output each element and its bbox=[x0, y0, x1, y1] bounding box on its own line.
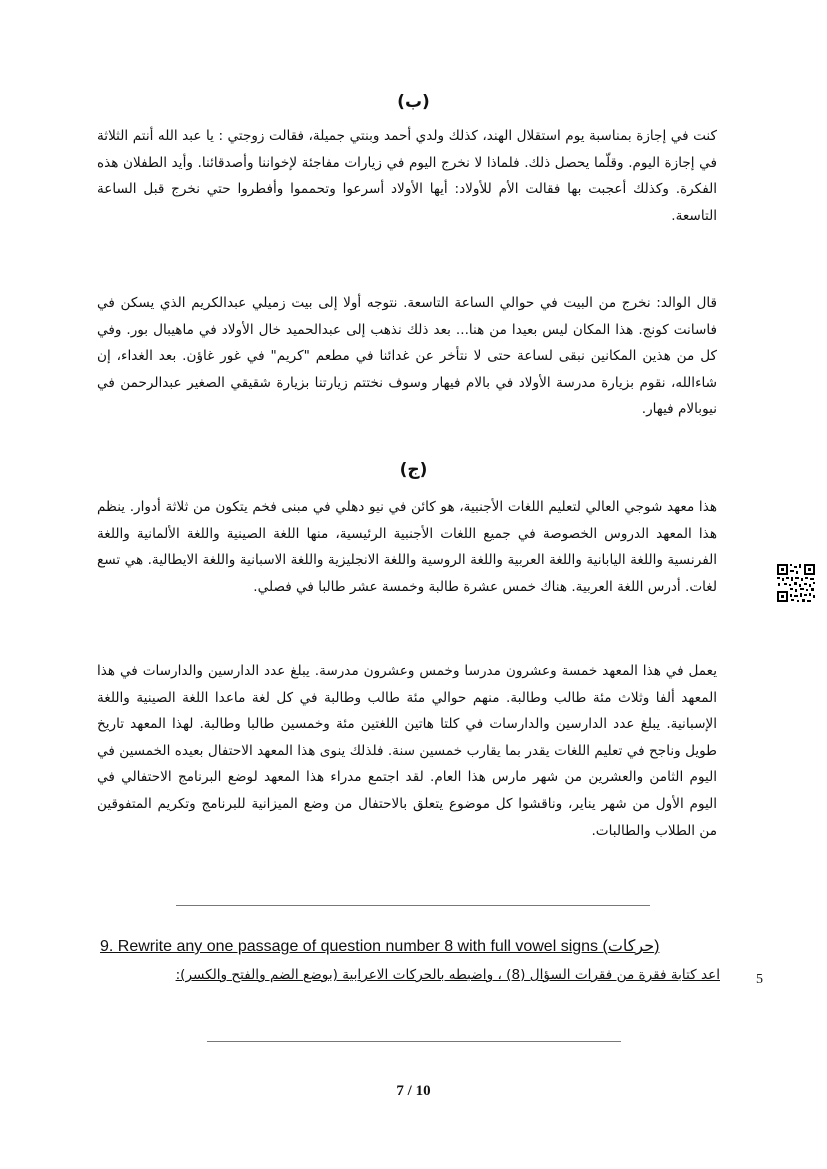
passage-c-paragraph-1: هذا معهد شوجي العالي لتعليم اللغات الأجنبية، هو كائن في نيو دهلي في مبنى فخم يتكون من ثلاثة أدوار. ينظم هذا المعهد الدروس الخصوصة في جميع اللغات الأجنبية الرئيسية، منها اللغة الصينية واللغة الألمانية واللغة الفرنسية واللغة اليابانية واللغة العربية واللغة الروسية واللغة الانجليزية واللغة الاسبانية واللغة الايطالية. هي تسع لغات. أدرس اللغة العربية. هناك خمس عشرة طالبة وخمسة عشر طالبا في فصلي. bbox=[97, 499, 717, 595]
question-marks: 5 bbox=[756, 972, 763, 987]
page-number: 7 / 10 bbox=[396, 1083, 431, 1099]
section-heading-c: (ج) bbox=[399, 460, 428, 480]
answer-line bbox=[207, 1041, 621, 1042]
section-heading-b: (ب) bbox=[397, 92, 430, 112]
question-9-english: 9. Rewrite any one passage of question number 8 with full vowel signs (حركات) bbox=[100, 938, 660, 955]
passage-b-paragraph-1: كنت في إجازة بمناسبة يوم استقلال الهند، كذلك ولدي أحمد وبنتي جميلة، فقالت زوجتي : يا عبد الله أنتم الثلاثة في إجازة اليوم. وقلّما يحصل ذلك. فلماذا لا نخرج اليوم في زيارات مفاجئة لإخواننا وأصدقائنا. وأيد الطفلان هذه الفكرة. وكذلك أعجبت بها فقالت الأم للأولاد: أيها الأولاد أسرعوا وتحمموا وأفطروا حتي نخرج قبل الساعة التاسعة. bbox=[97, 128, 717, 224]
qr-code-icon bbox=[776, 563, 816, 603]
passage-c-paragraph-2: يعمل في هذا المعهد خمسة وعشرون مدرسا وخمس وعشرون مدرسة. يبلغ عدد الدارسين والدارسات في هذا المعهد ألفا وثلاث مئة طالب وطالبة. منهم حوالي مئة طالب وطالبة في كل لغة ماعدا اللغة الصينية واللغة الإسبانية. يبلغ عدد الدارسين والدارسات في كلتا هاتين اللغتين مئة وخمسين طالبا وطالبة. لهذا المعهد تاريخ طويل وناجح في تعليم اللغات يقدر بما يقارب خمسين سنة. فلذلك ينوى هذا المعهد الاحتفال بعيده الخمسين في اليوم الثامن والعشرين من شهر مارس هذا العام. لقد اجتمع مدراء هذا المعهد لوضع البرنامج الاحتفالي في اليوم الأول من شهر يناير، وناقشوا كل موضوع يتعلق بالاحتفال من وضع الميزانية للبرنامج وتكريم المتفوقين من الطلاب والطالبات. bbox=[97, 663, 717, 839]
question-9-arabic: اعد كتابة فقرة من فقرات السؤال (8) ، واضبطه بالحركات الاعرابية (بوضع الضم والفتح والكسر): bbox=[175, 967, 720, 983]
divider-line bbox=[176, 905, 650, 906]
passage-b-paragraph-2: قال الوالد: نخرج من البيت في حوالي الساعة التاسعة. نتوجه أولا إلى بيت زميلي عبدالكريم الذي يسكن في فاسانت كونج. هذا المكان ليس بعيدا من هنا... بعد ذلك نذهب إلى عبدالحميد خال الأولاد في ماهيبال بور. وفي كل من هذين المكانين نبقى لساعة حتى لا نتأخر عن غدائنا في مطعم "كريم" في غور غاؤن. بعد الغداء، إن شاءالله، نقوم بزيارة مدرسة الأولاد في بالام فيهار وسوف نختتم زيارتنا بزيارة شقيقي الصغير عبدالرحمن في نيوبالام فيهار. bbox=[97, 295, 717, 418]
